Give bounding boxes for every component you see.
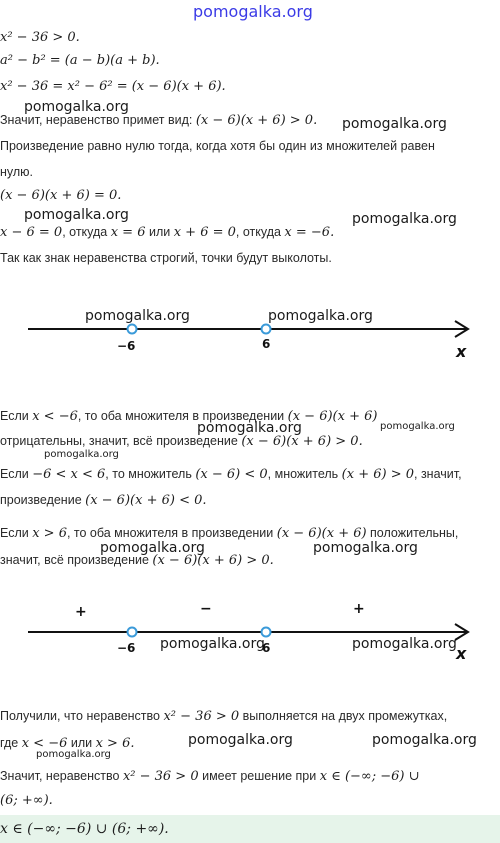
answer-text: x ∈ (−∞; −6) ∪ (6; +∞).	[0, 821, 169, 837]
watermark: pomogalka.org	[100, 540, 205, 556]
math-segment: (x − 6)(x + 6) > 0.	[241, 434, 363, 449]
text-segment: или	[67, 736, 96, 750]
math-segment: x ∈ (−∞; −6) ∪	[319, 769, 420, 784]
math-segment: x − 6 = 0	[0, 225, 63, 240]
sign-right: +	[353, 601, 365, 617]
text-line-p3	[0, 466, 462, 483]
text-segment: , откуда	[62, 225, 111, 239]
math-segment: x + 6 = 0	[173, 225, 236, 240]
text-line-p2	[0, 433, 363, 450]
sign-middle: −	[200, 601, 212, 617]
math-segment: x < −6	[21, 736, 68, 751]
watermark: pomogalka.org	[24, 99, 129, 115]
sign-left: +	[75, 604, 87, 620]
math-line-7: (x − 6)(x + 6) = 0.	[0, 188, 122, 203]
axis-x-label: x	[456, 342, 467, 361]
math-segment: x = 6	[110, 225, 146, 240]
math-segment: x < −6	[32, 409, 78, 424]
text-segment: имеет решение при	[198, 769, 320, 783]
math-line-1: x² − 36 > 0.	[0, 30, 80, 45]
watermark: pomogalka.org	[352, 636, 457, 652]
text-line-r3	[0, 768, 420, 785]
watermark: pomogalka.org	[380, 421, 455, 432]
text-segment: Если	[0, 526, 33, 540]
text-line-r1	[0, 708, 447, 725]
axis-x-label: x	[456, 644, 467, 663]
watermark: pomogalka.org	[85, 308, 190, 324]
watermark: pomogalka.org	[268, 308, 373, 324]
watermark: pomogalka.org	[342, 116, 447, 132]
watermark: pomogalka.org	[197, 420, 302, 436]
math-segment: x² − 36 > 0	[122, 769, 199, 784]
point-minus-6	[128, 325, 137, 334]
watermark: pomogalka.org	[36, 749, 111, 760]
watermark: pomogalka.org	[160, 636, 265, 652]
text-line-5: Произведение равно нулю тогда, когда хотя бы один из множителей равен	[0, 139, 435, 153]
text-segment: где	[0, 736, 22, 750]
math-line-3: x² − 36 = x² − 6² = (x − 6)(x + 6).	[0, 79, 226, 94]
text-segment: Если	[0, 467, 33, 481]
label-6: 6	[262, 337, 271, 351]
math-segment: (x + 6) > 0	[341, 467, 414, 482]
text-segment: отрицательны, значит, всё произведение	[0, 434, 242, 448]
math-segment: (x − 6)(x + 6) > 0.	[195, 113, 318, 128]
math-segment: (x − 6)(x + 6) < 0.	[85, 493, 207, 508]
label-6: 6	[262, 641, 271, 655]
text-line-p6	[0, 552, 274, 569]
text-segment: , значит,	[414, 467, 462, 481]
text-segment: Если	[0, 409, 33, 423]
math-segment: x > 6	[32, 526, 67, 541]
text-segment: , то оба множителя в произведении	[66, 526, 277, 540]
math-segment: x = −6.	[284, 225, 335, 240]
text-line-4	[0, 112, 317, 129]
math-segment: −6 < x < 6	[32, 467, 106, 482]
text-segment: или	[145, 225, 174, 239]
watermark: pomogalka.org	[372, 732, 477, 748]
watermark: pomogalka.org	[188, 732, 293, 748]
label-minus-6: −6	[117, 339, 136, 353]
math-line-r4: (6; +∞).	[0, 793, 53, 808]
watermark: pomogalka.org	[313, 540, 418, 556]
text-line-6: нулю.	[0, 165, 34, 179]
math-segment: (x − 6)(x + 6) > 0.	[152, 553, 274, 568]
math-segment: (x − 6)(x + 6)	[287, 409, 378, 424]
text-segment: значит, всё произведение	[0, 553, 153, 567]
text-segment: Значит, неравенство примет вид:	[0, 113, 196, 127]
watermark: pomogalka.org	[44, 449, 119, 460]
math-line-2: a² − b² = (a − b)(a + b).	[0, 53, 160, 68]
text-segment: , то оба множителя в произведении	[77, 409, 288, 423]
text-segment: Получили, что неравенство	[0, 709, 164, 723]
answer-box	[0, 815, 500, 843]
watermark: pomogalka.org	[24, 207, 129, 223]
math-segment: (x − 6) < 0	[195, 467, 268, 482]
math-segment: x > 6.	[95, 736, 135, 751]
text-line-8	[0, 224, 334, 241]
math-segment: x² − 36 > 0	[163, 709, 240, 724]
math-segment: (x − 6)(x + 6)	[276, 526, 367, 541]
text-segment: , то множитель	[105, 467, 196, 481]
text-line-p1	[0, 408, 377, 425]
text-segment: , откуда	[235, 225, 285, 239]
text-line-9: Так как знак неравенства строгий, точки будут выколоты.	[0, 251, 332, 265]
point-6	[262, 325, 271, 334]
number-line-1	[0, 305, 500, 365]
watermark: pomogalka.org	[352, 211, 457, 227]
text-segment: Значит, неравенство	[0, 769, 123, 783]
text-segment: произведение	[0, 493, 86, 507]
text-segment: , множитель	[267, 467, 342, 481]
text-segment: положительны,	[366, 526, 459, 540]
label-minus-6: −6	[117, 641, 136, 655]
text-segment: выполняется на двух промежутках,	[239, 709, 448, 723]
watermark-top: pomogalka.org	[193, 2, 313, 21]
text-line-p4	[0, 492, 207, 509]
point-minus-6	[128, 628, 137, 637]
